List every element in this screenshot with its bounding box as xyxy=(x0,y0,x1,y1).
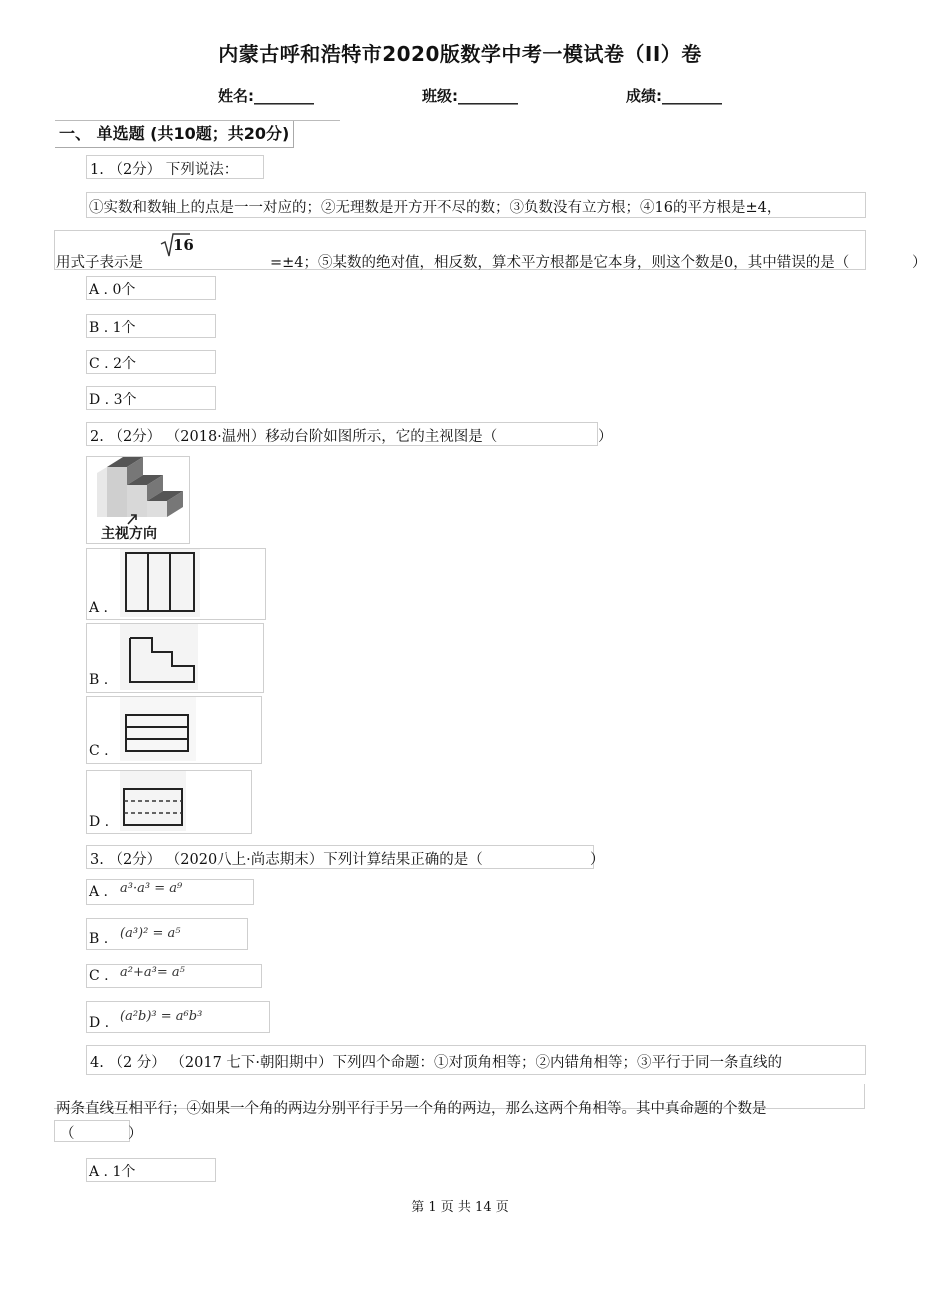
q1-line2-pre: 用式子表示是 xyxy=(56,255,143,271)
q2-option-a[interactable]: A . xyxy=(89,600,109,616)
q1-line1: ①实数和数轴上的点是一一对应的；②无理数是开方开不尽的数；③负数没有立方根；④16的平方根是±4， xyxy=(89,200,782,216)
q1-option-c[interactable]: C . 2个 xyxy=(89,356,136,372)
q2-option-c[interactable]: C . xyxy=(89,743,109,759)
q3-option-b-formula: (a³)² = a⁵ xyxy=(120,926,181,941)
q3-option-c-label[interactable]: C . xyxy=(89,968,109,984)
figure-caption: 主视方向 xyxy=(101,526,157,542)
q2-option-c-image xyxy=(120,697,196,761)
q3-option-d-label[interactable]: D . xyxy=(89,1015,110,1031)
q2-option-d-image xyxy=(120,771,186,831)
section-heading-text: 一、 单选题 (共10题；共20分) xyxy=(59,124,290,143)
section-heading xyxy=(55,120,294,148)
q2-option-b-image xyxy=(120,624,198,690)
page-footer: 第 1 页 共 14 页 xyxy=(411,1200,509,1215)
sqrt-formula xyxy=(159,230,194,262)
q3-option-b-label[interactable]: B . xyxy=(89,931,109,947)
q4-head: 4. （2 分） （2017 七下·朝阳期中）下列四个命题：①对顶角相等；②内错角相等；③平行于同一条直线的 xyxy=(90,1055,783,1071)
score-field-label: 成绩:________ xyxy=(626,87,722,105)
q3-option-c-formula: a²+a³= a⁵ xyxy=(120,965,185,980)
q3-head: 3. （2分） （2020八上·尚志期末）下列计算结果正确的是（ xyxy=(90,852,483,868)
sqrt-radicand: 16 xyxy=(173,236,194,254)
q3-option-a-label[interactable]: A . xyxy=(89,884,109,900)
q1-head: 1. （2分） 下列说法： xyxy=(90,162,239,178)
q3-option-a-formula: a³·a³ = a⁹ xyxy=(120,881,183,896)
stairs-image xyxy=(87,457,187,519)
q4-line3-end: ） xyxy=(128,1126,143,1142)
name-field-label: 姓名:________ xyxy=(218,87,314,105)
q2-head: 2. （2分） （2018·温州）移动台阶如图所示，它的主视图是（ xyxy=(90,429,498,445)
q2-head-end: ） xyxy=(598,429,613,445)
q2-option-b[interactable]: B . xyxy=(89,672,109,688)
q4-line2: 两条直线互相平行；④如果一个角的两边分别平行于另一个角的两边，那么这两个角相等。其中真命题的个数是 xyxy=(56,1101,767,1117)
stairs-figure xyxy=(86,456,190,544)
q1-line2-post: =±4；⑤某数的绝对值，相反数，算术平方根都是它本身，则这个数是0，其中错误的是（ xyxy=(270,255,850,271)
q1-line2-end: ） xyxy=(912,255,927,271)
q3-head-end: ） xyxy=(590,852,605,868)
page-title: 内蒙古呼和浩特市2020版数学中考一模试卷（II）卷 xyxy=(218,42,702,66)
q3-option-d-formula: (a²b)³ = a⁶b³ xyxy=(120,1009,203,1024)
q2-option-d[interactable]: D . xyxy=(89,814,110,830)
q1-option-d[interactable]: D . 3个 xyxy=(89,392,137,408)
class-field-label: 班级:________ xyxy=(422,87,518,105)
q4-line3: （ xyxy=(60,1126,75,1142)
q1-option-b[interactable]: B . 1个 xyxy=(89,320,136,336)
q1-option-a[interactable]: A . 0个 xyxy=(89,282,136,298)
q2-option-a-image xyxy=(120,549,200,617)
q4-option-a[interactable]: A . 1个 xyxy=(89,1164,136,1180)
